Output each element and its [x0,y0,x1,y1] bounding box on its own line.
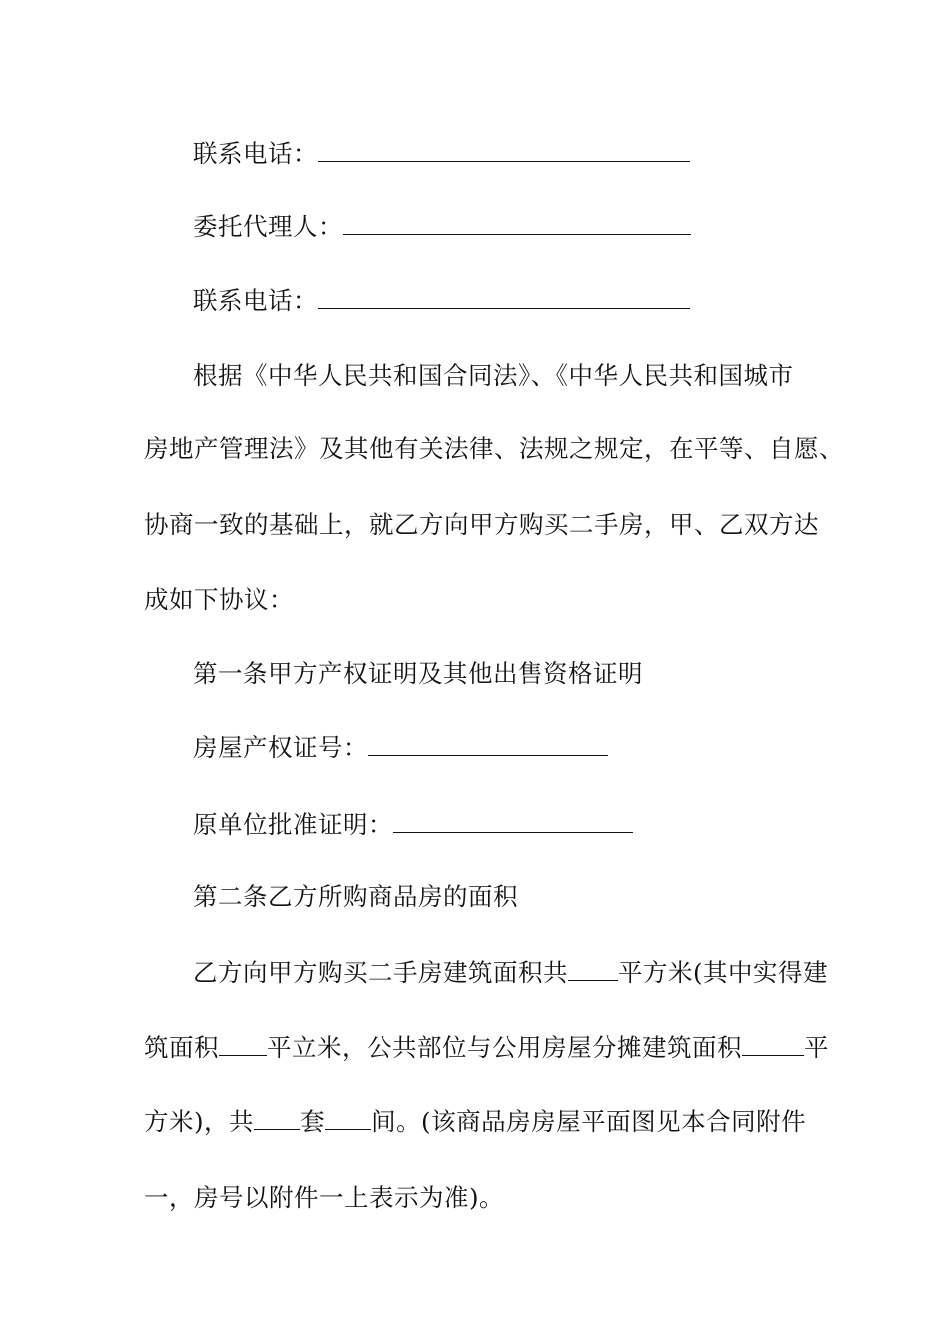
area-text-3c: 间。(该商品房房屋平面图见本合同附件 [371,1107,807,1136]
contact-phone-2-blank[interactable] [318,288,690,309]
approval-cert-row [193,810,833,840]
agent-label: 委托代理人： [193,212,343,241]
area-line-1 [193,958,833,988]
area-text-1a: 乙方向甲方购买二手房建筑面积共 [193,958,568,987]
contact-phone-2-label: 联系电话： [193,286,318,315]
area-text-3b: 套 [300,1107,326,1136]
approval-cert-label: 原单位批准证明： [193,810,393,839]
shared-area-blank[interactable] [742,1035,804,1056]
article-2-title: 第二条乙方所购商品房的面积 [193,882,518,911]
agent-blank[interactable] [343,214,691,235]
area-text-2b: 平立米，公共部位与公用房屋分摊建筑面积 [267,1033,742,1062]
usable-area-blank[interactable] [219,1035,267,1056]
area-line-3 [144,1107,834,1137]
property-cert-row [193,733,833,763]
contact-phone-1-label: 联系电话： [193,139,318,168]
area-text-2a: 筑面积 [144,1033,219,1062]
area-line-4: 一，房号以附件一上表示为准)。 [144,1183,505,1212]
agent-row [193,212,833,242]
property-cert-label: 房屋产权证号： [193,733,368,762]
preamble-line-1: 根据《中华人民共和国合同法》、《中华人民共和国城市 [193,361,794,390]
area-text-3a: 方米)，共 [144,1107,255,1136]
contact-phone-2-row [193,286,833,316]
area-line-2 [144,1033,834,1063]
area-text-1b: 平方米(其中实得建 [618,958,829,987]
preamble-line-4: 成如下协议： [144,585,294,614]
article-1-title: 第一条甲方产权证明及其他出售资格证明 [193,659,643,688]
room-count-blank[interactable] [325,1109,371,1130]
unit-count-blank[interactable] [254,1109,300,1130]
contact-phone-1-row [193,139,833,169]
area-text-2c: 平 [804,1033,829,1062]
approval-cert-blank[interactable] [393,812,633,833]
contact-phone-1-blank[interactable] [318,141,690,162]
preamble-line-3: 协商一致的基础上，就乙方向甲方购买二手房，甲、乙双方达 [144,510,819,539]
property-cert-blank[interactable] [368,735,608,756]
total-area-blank[interactable] [568,960,618,981]
preamble-line-2: 房地产管理法》及其他有关法律、法规之规定，在平等、自愿、 [144,434,844,463]
